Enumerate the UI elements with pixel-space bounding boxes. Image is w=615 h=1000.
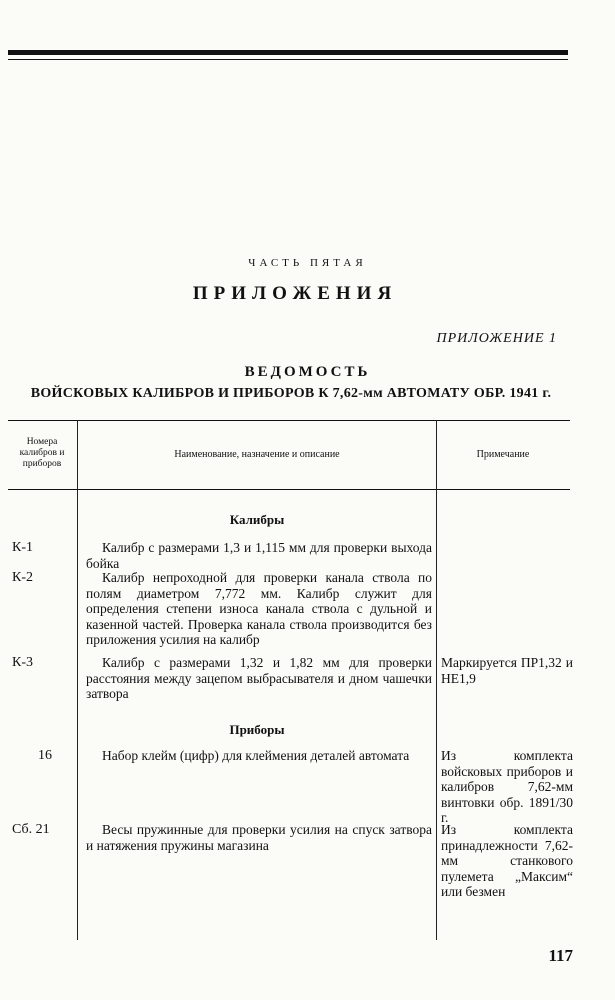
top-rule-thin (8, 59, 568, 60)
table-header-rule (8, 489, 570, 490)
row-number: Сб. 21 (12, 822, 50, 837)
row-description: Весы пружинные для проверки усилия на спуск затвора и натяжения пружины магазина (86, 822, 432, 853)
row-description: Калибр с размерами 1,3 и 1,115 мм для проверки выхода бойка (86, 540, 432, 571)
appendix-label: ПРИЛОЖЕНИЕ 1 (436, 331, 557, 346)
row-note: Из комплекта войсковых приборов и калибров 7,62-мм винтовки обр. 1891/30 г. (441, 748, 573, 825)
row-description: Калибр с размерами 1,32 и 1,82 мм для проверки расстояния между зацепом выбрасывателя и дном чашечки затвора (86, 655, 432, 701)
top-rule-thick (8, 50, 568, 55)
document-title: ВЕДОМОСТЬ (244, 364, 371, 380)
row-number: К-2 (12, 570, 33, 585)
row-description: Калибр непроходной для проверки канала ствола по полям диаметром 7,772 мм. Калибр служит для определения степени износа канала ствола с дульной и казенной частей. Проверка канала ствола производится без приложения усилия на калибр (86, 570, 432, 647)
row-description: Набор клейм (цифр) для клеймения деталей автомата (102, 748, 410, 763)
page-number: 117 (548, 946, 573, 965)
table-top-rule (8, 420, 570, 421)
part-title: ПРИЛОЖЕНИЯ (192, 283, 398, 304)
document-subtitle: ВОЙСКОВЫХ КАЛИБРОВ И ПРИБОРОВ К 7,62-мм АВТОМАТУ ОБР. 1941 г. (30, 386, 552, 401)
row-number: 16 (38, 748, 52, 763)
row-number: К-3 (12, 655, 33, 670)
section-title-calibers: Калибры (229, 512, 285, 527)
column-divider-1 (77, 420, 78, 940)
column-divider-2 (436, 420, 437, 940)
row-note: Из комплекта принадлежности 7,62-мм станкового пулемета „Максим“ или безмен (441, 822, 573, 899)
section-title-instruments: Приборы (229, 722, 285, 737)
row-note: Маркируется ПР1,32 и НЕ1,9 (441, 655, 573, 686)
part-label: ЧАСТЬ ПЯТАЯ (248, 257, 367, 269)
header-note: Примечание (476, 449, 530, 460)
header-description: Наименование, назначение и описание (174, 449, 340, 460)
row-number: К-1 (12, 540, 33, 555)
header-number: Номера калибров и приборов (19, 437, 65, 469)
